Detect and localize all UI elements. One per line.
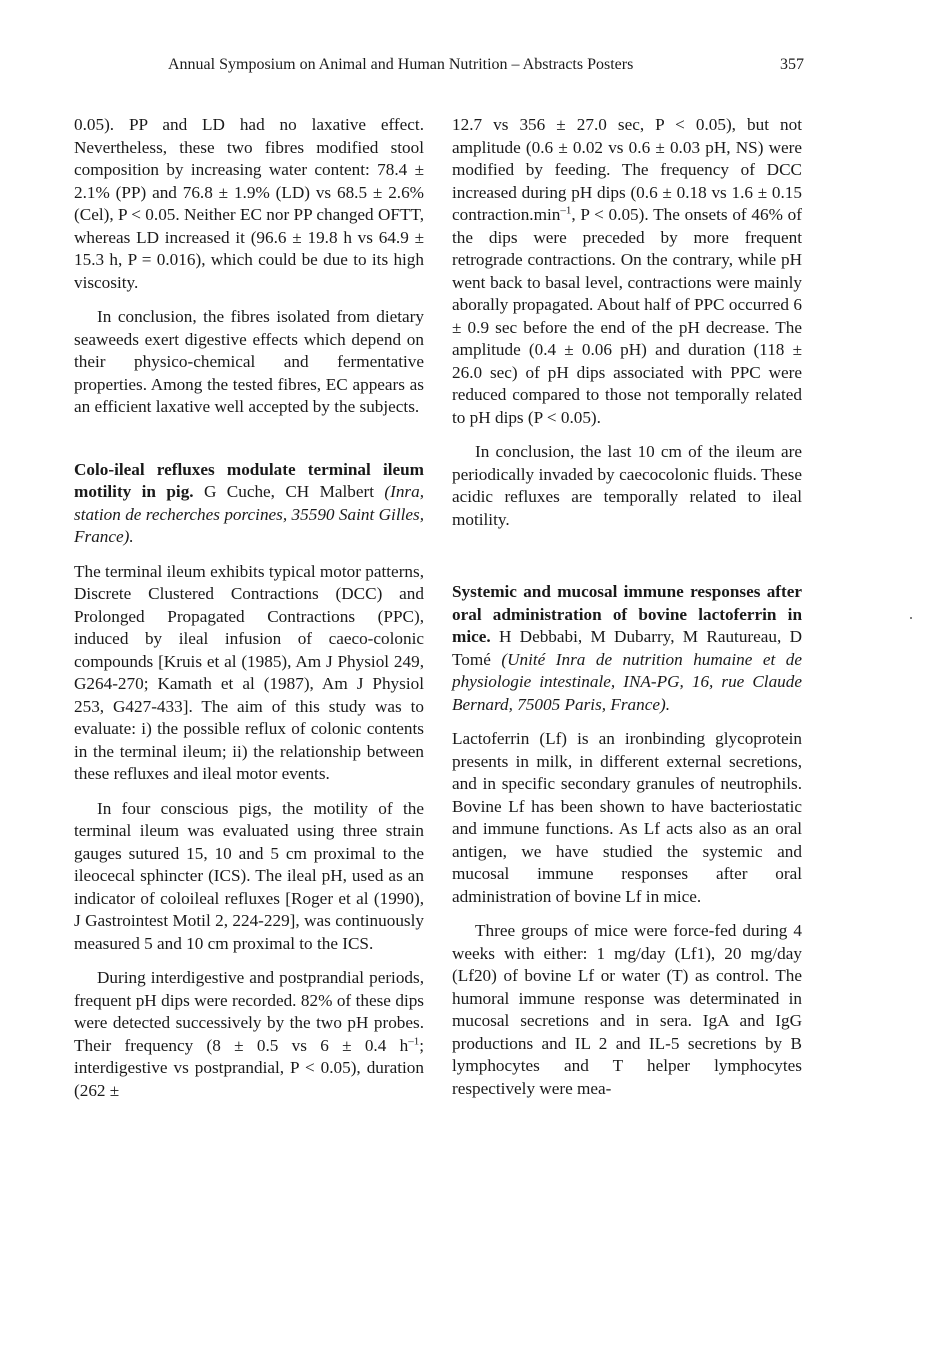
abstract-heading xyxy=(74,459,424,549)
text-run: , P < 0.05). The onsets of 46% of the dips were preceded by more frequent retrograde contractions. On the contrary, while pH went back to basal level, contractions were mainly aborally propagated. About half of PPC occurred 6 ± 0.9 sec before the end of the pH decrease. The amplitude (0.4 ± 0.06 pH) and duration (118 ± 26.0 sec) of pH dips associated with PPC were reduced compared to those not temporally related to pH dips (P < 0.05). xyxy=(452,205,802,427)
body-paragraph: Lactoferrin (Lf) is an ironbinding glycoprotein presents in milk, in different external secretions, and in specific secondary granules of neutrophils. Bovine Lf has been shown to have bacteriostatic and immune functions. As Lf acts also as an oral antigen, we have studied the systemic and mucosal immune responses after oral administration of bovine Lf in mice. xyxy=(452,729,802,906)
body-paragraph: In four conscious pigs, the motility of the terminal ileum was evaluated using three strain gauges sutured 15, 10 and 5 cm proximal to the ileocecal sphincter (ICS). The ileal pH, used as an indicator of coloileal refluxes [Roger et al (1990), J Gastrointest Motil 2, 224-229], was continuously measured 5 and 10 cm proximal to the ICS. xyxy=(74,798,424,953)
superscript: –1 xyxy=(408,1034,420,1047)
left-column xyxy=(74,114,424,1114)
body-paragraph xyxy=(452,114,802,429)
abstract-authors: H Debbabi, M Dubarry, M Rautureau, D Tomé xyxy=(452,627,802,669)
body-paragraph: In conclusion, the fibres isolated from dietary seaweeds exert digestive effects which depend on their physico-chemical and fermentative properties. Among the tested fibres, EC appears as an efficient laxative well accepted by the subjects. xyxy=(74,307,424,416)
abstract-affiliation: (Inra, station de recherches porcines, 35590 Saint Gilles, France). xyxy=(74,482,424,546)
abstract-title: Colo-ileal refluxes modulate terminal ileum motility in pig. xyxy=(74,459,424,501)
abstract-authors: G Cuche, CH Malbert xyxy=(193,482,385,501)
abstract-heading xyxy=(452,581,802,716)
text-run: During interdigestive and postprandial periods, frequent pH dips were recorded. 82% of these dips were detected successively by the two pH probes. Their frequency (8 ± 0.5 vs 6 ± 0.4 h xyxy=(74,968,424,1055)
running-header xyxy=(168,56,804,78)
journal-title: Annual Symposium on Animal and Human Nutrition – Abstracts Posters xyxy=(168,56,634,73)
abstract-affiliation: (Unité Inra de nutrition humaine et de physiologie intestinale, INA-PG, 16, rue Claude Bernard, 75005 Paris, France). xyxy=(452,649,802,714)
right-column xyxy=(452,114,802,1112)
text-run: ; interdigestive vs postprandial, P < 0.05), duration (262 ± xyxy=(74,1035,424,1100)
abstract-title: Systemic and mucosal immune responses after oral administration of bovine lactoferrin in mice. xyxy=(452,582,802,646)
text-run: 12.7 vs 356 ± 27.0 sec, P < 0.05), but not amplitude (0.6 ± 0.02 vs 0.6 ± 0.03 pH, NS) were modified by feeding. The frequency of DCC increased during pH dips (0.6 ± 0.18 vs 1.6 ± 0.15 contraction.min xyxy=(452,115,802,224)
body-paragraph: 0.05). PP and LD had no laxative effect. Nevertheless, these two fibres modified stool composition by increasing water content: 78.4 ± 2.1% (PP) and 76.8 ± 1.9% (LD) vs 68.5 ± 2.6% (Cel), P < 0.05. Neither EC nor PP changed OFTT, whereas LD increased it (96.6 ± 19.8 h vs 64.9 ± 15.3 h, P = 0.016), which could be due to its high viscosity. xyxy=(74,115,424,292)
page-number: 357 xyxy=(780,56,804,73)
body-paragraph: Three groups of mice were force-fed during 4 weeks with either: 1 mg/day (Lf1), 20 mg/day (Lf20) of bovine Lf or water (T) as control. The humoral immune response was determinated in mucosal secretions and in sera. IgA and IgG productions and IL 2 and IL-5 secretions by B lymphocytes and T helper lymphocytes respectively were mea- xyxy=(452,921,802,1098)
body-paragraph: In conclusion, the last 10 cm of the ileum are periodically invaded by caecocolonic fluids. These acidic refluxes are temporally related to ileal motility. xyxy=(452,442,802,529)
body-paragraph: The terminal ileum exhibits typical motor patterns, Discrete Clustered Contractions (DCC) and Prolonged Propagated Contractions (PPC), induced by ileal infusion of caeco-colonic compounds [Kruis et al (1985), Am J Physiol 249, G264-270; Kamath et al (1987), Am J Physiol 253, G427-433]. The aim of this study was to evaluate: i) the possible reflux of colonic contents in the terminal ileum; ii) the relationship between these refluxes and ileal motor events. xyxy=(74,561,424,783)
superscript: –1 xyxy=(560,204,572,217)
body-paragraph xyxy=(74,967,424,1102)
scan-speck xyxy=(910,617,912,619)
